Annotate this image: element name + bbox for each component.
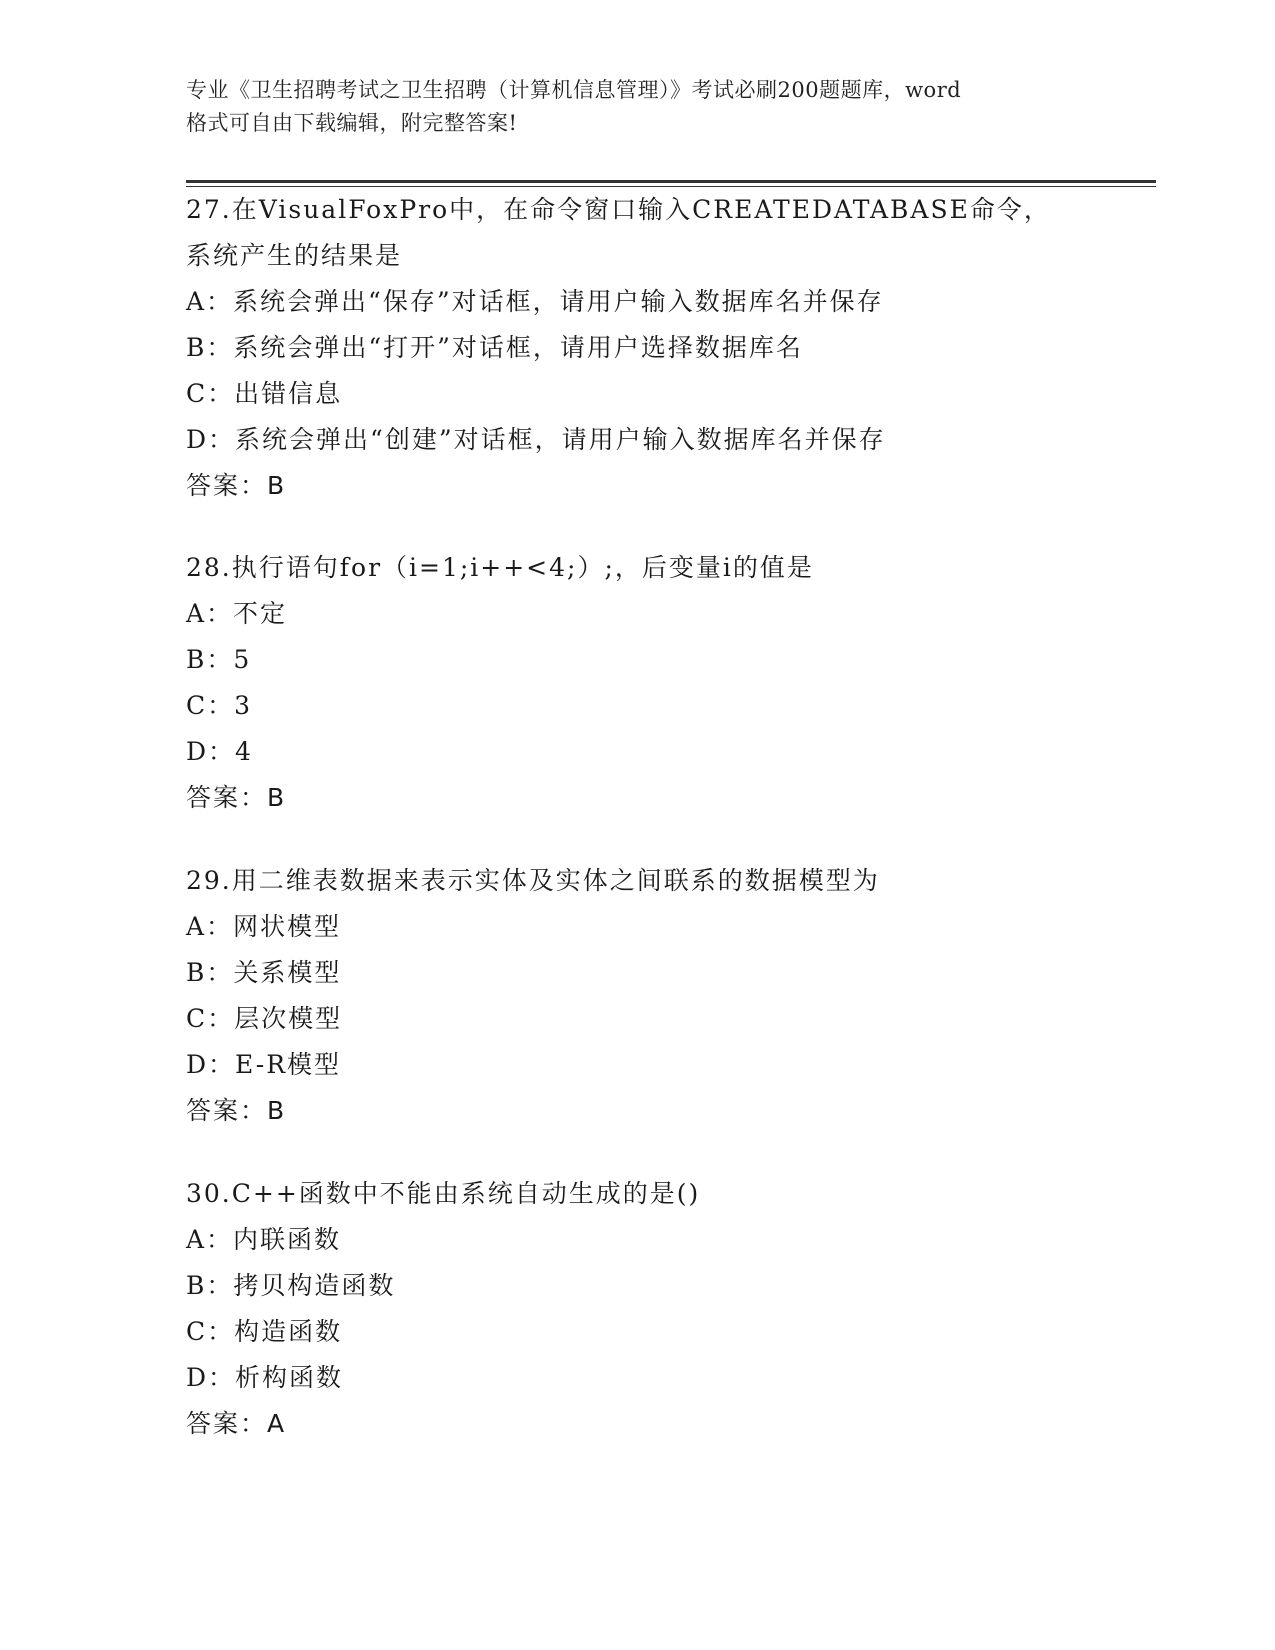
answer-label: 答案：B [186, 783, 287, 812]
header-line-2: 格式可自由下载编辑，附完整答案! [186, 111, 518, 135]
option-a: A：内联函数 [186, 1225, 342, 1254]
option-a: A：系统会弹出“保存”对话框，请用户输入数据库名并保存 [186, 287, 884, 316]
question-30 [186, 1171, 1086, 1447]
question-28 [186, 545, 1086, 821]
option-a: A：不定 [186, 599, 288, 628]
option-a: A：网状模型 [186, 912, 342, 941]
question-stem: 30.C++函数中不能由系统自动生成的是() [186, 1179, 701, 1208]
option-d: D：E-R模型 [186, 1050, 342, 1079]
question-stem: 28.执行语句for（i=1;i++<4;）;，后变量i的值是 [186, 553, 814, 582]
answer-label: 答案：B [186, 471, 287, 500]
answer-label: 答案：B [186, 1096, 287, 1125]
option-c: C：层次模型 [186, 1004, 343, 1033]
answer-label: 答案：A [186, 1409, 287, 1438]
document-header [186, 74, 1086, 140]
question-27 [186, 187, 1086, 509]
option-b: B：关系模型 [186, 958, 342, 987]
question-stem: 27.在VisualFoxPro中，在命令窗口输入CREATEDATABASE命令，系统产生的结果是 [186, 195, 1051, 270]
option-c: C：构造函数 [186, 1317, 343, 1346]
question-29 [186, 858, 1086, 1134]
header-line-1: 专业《卫生招聘考试之卫生招聘（计算机信息管理）》考试必刷200题题库，word [186, 78, 962, 102]
question-stem: 29.用二维表数据来表示实体及实体之间联系的数据模型为 [186, 866, 880, 895]
option-c: C：出错信息 [186, 379, 343, 408]
option-c: C：3 [186, 691, 253, 720]
header-divider-thick [186, 180, 1156, 183]
option-b: B：拷贝构造函数 [186, 1271, 396, 1300]
option-d: D：4 [186, 737, 253, 766]
option-b: B：5 [186, 645, 252, 674]
option-d: D：系统会弹出“创建”对话框，请用户输入数据库名并保存 [186, 425, 886, 454]
option-d: D：析构函数 [186, 1363, 344, 1392]
option-b: B：系统会弹出“打开”对话框，请用户选择数据库名 [186, 333, 803, 362]
